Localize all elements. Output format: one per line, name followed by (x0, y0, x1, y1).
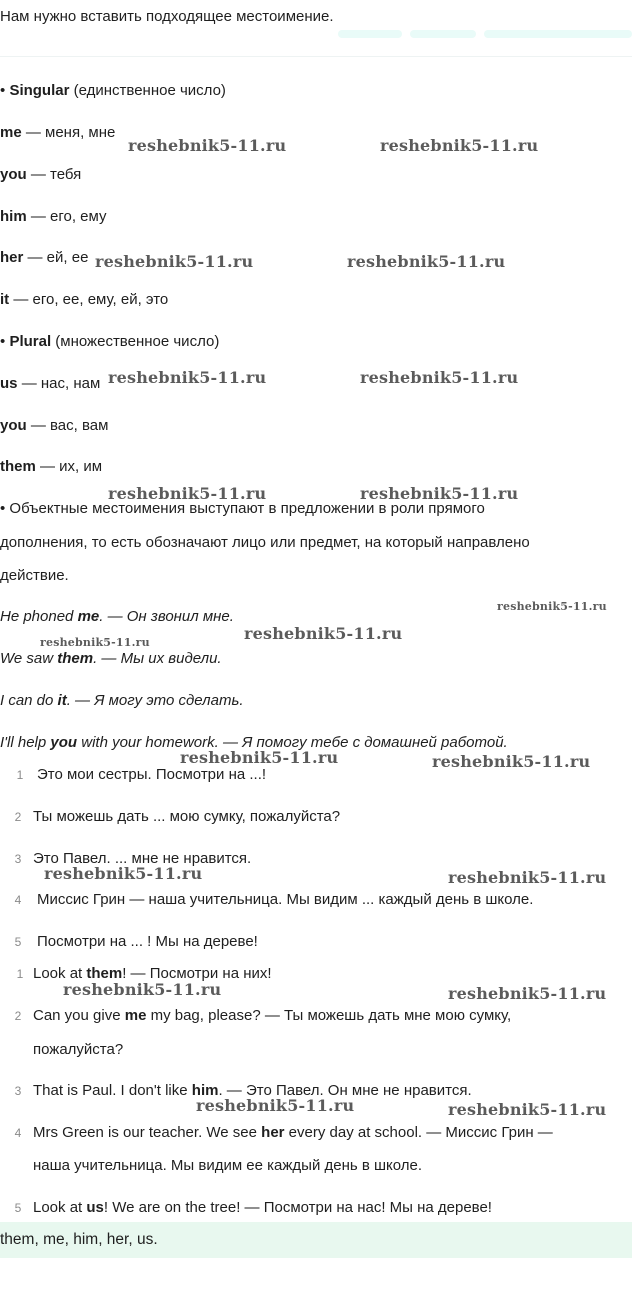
watermark: reshebnik5-11.ru (244, 624, 403, 643)
watermark: reshebnik5-11.ru (448, 984, 607, 1003)
task-text: Ты можешь дать ... мою сумку, пожалуйста? (33, 808, 341, 825)
pronoun-row: me — меня, мне (0, 124, 116, 141)
pronoun-row: us — нас, нам (0, 375, 101, 392)
explanation-line: действие. (0, 567, 69, 584)
final-answer-box (0, 1222, 632, 1258)
singular-heading: • Singular (единственное число) (0, 82, 226, 99)
watermark: reshebnik5-11.ru (360, 368, 519, 387)
explanation-line: дополнения, то есть обозначают лицо или предмет, на который направлено (0, 534, 530, 551)
answer-number: 4 (14, 1126, 22, 1140)
task-text: Это мои сестры. Посмотри на ...! (37, 766, 267, 783)
watermark: reshebnik5-11.ru (432, 752, 591, 771)
ghost-tab (410, 30, 476, 38)
watermark: reshebnik5-11.ru (40, 636, 150, 649)
answer-number: 3 (14, 1084, 22, 1098)
pronoun-row: her — ей, ее (0, 249, 89, 266)
answer-text: Look at us! We are on the tree! — Посмотри на нас! Мы на дереве! (33, 1199, 492, 1216)
plural-heading: • Plural (множественное число) (0, 333, 220, 350)
task-text: Посмотри на ... ! Мы на дереве! (37, 933, 258, 950)
final-answer-text: them, me, him, her, us. (0, 1231, 158, 1248)
pronoun-row: them — их, им (0, 458, 103, 475)
watermark: reshebnik5-11.ru (497, 600, 607, 613)
pronoun-row: you — тебя (0, 166, 82, 183)
answer-text-continued: наша учительница. Мы видим ее каждый день в школе. (33, 1157, 423, 1174)
watermark: reshebnik5-11.ru (360, 484, 519, 503)
explanation-line: • Объектные местоимения выступают в предложении в роли прямого (0, 500, 485, 517)
task-text: Это Павел. ... мне не нравится. (33, 850, 252, 867)
example-sentence: He phoned me. — Он звонил мне. (0, 608, 234, 625)
task-number: 3 (14, 852, 22, 866)
task-number: 4 (14, 893, 22, 907)
example-sentence: I can do it. — Я могу это сделать. (0, 692, 244, 709)
example-sentence: I'll help you with your homework. — Я помогу тебе с домашней работой. (0, 734, 508, 751)
watermark: reshebnik5-11.ru (380, 136, 539, 155)
watermark: reshebnik5-11.ru (180, 748, 339, 767)
task-number: 5 (14, 935, 22, 949)
task-number: 1 (16, 768, 24, 782)
watermark: reshebnik5-11.ru (347, 252, 506, 271)
watermark: reshebnik5-11.ru (108, 484, 267, 503)
answer-text-continued: пожалуйста? (33, 1041, 124, 1058)
answer-number: 2 (14, 1009, 22, 1023)
pronoun-row: it — его, ее, ему, ей, это (0, 291, 169, 308)
task-text: Миссис Грин — наша учительница. Мы видим ... каждый день в школе. (37, 891, 534, 908)
answer-text: Look at them! — Посмотри на них! (33, 965, 272, 982)
watermark: reshebnik5-11.ru (128, 136, 287, 155)
watermark: reshebnik5-11.ru (95, 252, 254, 271)
task-number: 2 (14, 810, 22, 824)
answer-text: That is Paul. I don't like him. — Это Павел. Он мне не нравится. (33, 1082, 472, 1099)
watermark: reshebnik5-11.ru (448, 868, 607, 887)
answer-text: Mrs Green is our teacher. We see her every day at school. — Миссис Грин — (33, 1124, 553, 1141)
watermark: reshebnik5-11.ru (44, 864, 203, 883)
example-sentence: We saw them. — Мы их видели. (0, 650, 222, 667)
watermark: reshebnik5-11.ru (63, 980, 222, 999)
answer-number: 1 (16, 967, 24, 981)
intro-text: Нам нужно вставить подходящее местоимение. (0, 8, 334, 25)
pronoun-row: him — его, ему (0, 208, 107, 225)
ghost-tab (484, 30, 632, 38)
answer-number: 5 (14, 1201, 22, 1215)
watermark: reshebnik5-11.ru (108, 368, 267, 387)
watermark: reshebnik5-11.ru (196, 1096, 355, 1115)
ghost-tab (338, 30, 402, 38)
answer-text: Can you give me my bag, please? — Ты можешь дать мне мою сумку, (33, 1007, 512, 1024)
pronoun-row: you — вас, вам (0, 417, 109, 434)
watermark: reshebnik5-11.ru (448, 1100, 607, 1119)
